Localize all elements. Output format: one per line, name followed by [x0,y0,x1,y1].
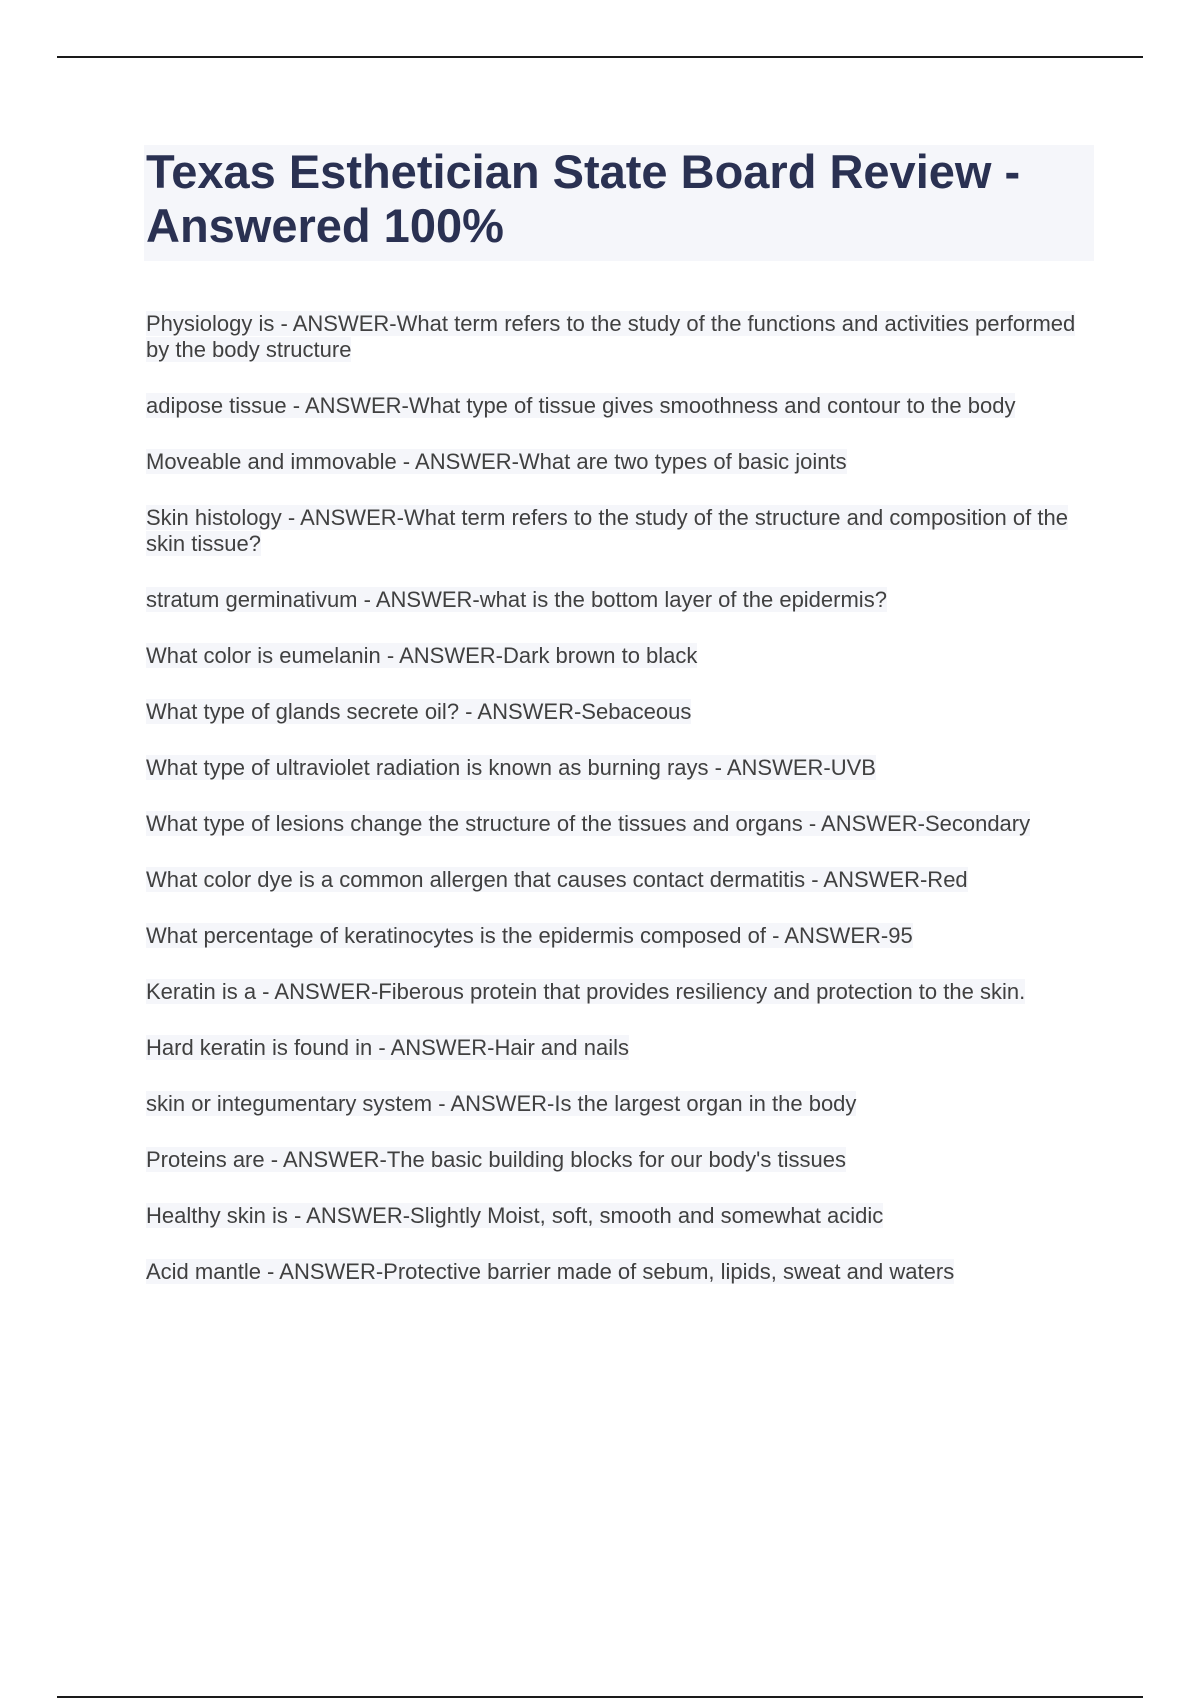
qa-text: Skin histology - ANSWER-What term refers to the study of the structure and composition of the skin tissue? [146,505,1068,556]
qa-text: Moveable and immovable - ANSWER-What are two types of basic joints [146,449,847,474]
qa-text: stratum germinativum - ANSWER-what is the bottom layer of the epidermis? [146,587,887,612]
document-title: Texas Esthetician State Board Review - Answered 100% [146,145,1021,252]
qa-text: Healthy skin is - ANSWER-Slightly Moist, soft, smooth and somewhat acidic [146,1203,884,1228]
qa-text: skin or integumentary system - ANSWER-Is the largest organ in the body [146,1091,857,1116]
qa-item [146,1147,1076,1173]
qa-text: What color is eumelanin - ANSWER-Dark brown to black [146,643,698,668]
qa-item [146,505,1076,557]
qa-item [146,1259,1076,1285]
qa-text: What percentage of keratinocytes is the epidermis composed of - ANSWER-95 [146,923,913,948]
qa-list [146,311,1076,1315]
qa-item [146,979,1076,1005]
qa-item [146,643,1076,669]
qa-text: What type of lesions change the structure of the tissues and organs - ANSWER-Secondary [146,811,1031,836]
qa-item [146,1203,1076,1229]
qa-text: What color dye is a common allergen that causes contact dermatitis - ANSWER-Red [146,867,968,892]
qa-item [146,1091,1076,1117]
qa-item [146,311,1076,363]
qa-item [146,587,1076,613]
qa-text: Physiology is - ANSWER-What term refers to the study of the functions and activities performed by the body structure [146,311,1076,362]
qa-item [146,755,1076,781]
qa-text: What type of ultraviolet radiation is known as burning rays - ANSWER-UVB [146,755,876,780]
qa-item [146,449,1076,475]
qa-text: Keratin is a - ANSWER-Fiberous protein that provides resiliency and protection to the skin. [146,979,1026,1004]
footer-rule [57,1696,1143,1698]
qa-item [146,699,1076,725]
header-rule [57,56,1143,58]
qa-item [146,811,1076,837]
title-block [144,145,1094,261]
qa-text: adipose tissue - ANSWER-What type of tissue gives smoothness and contour to the body [146,393,1016,418]
qa-item [146,923,1076,949]
qa-text: What type of glands secrete oil? - ANSWER-Sebaceous [146,699,692,724]
qa-text: Hard keratin is found in - ANSWER-Hair and nails [146,1035,629,1060]
qa-item [146,393,1076,419]
qa-item [146,1035,1076,1061]
qa-item [146,867,1076,893]
qa-text: Acid mantle - ANSWER-Protective barrier made of sebum, lipids, sweat and waters [146,1259,955,1284]
qa-text: Proteins are - ANSWER-The basic building blocks for our body's tissues [146,1147,846,1172]
